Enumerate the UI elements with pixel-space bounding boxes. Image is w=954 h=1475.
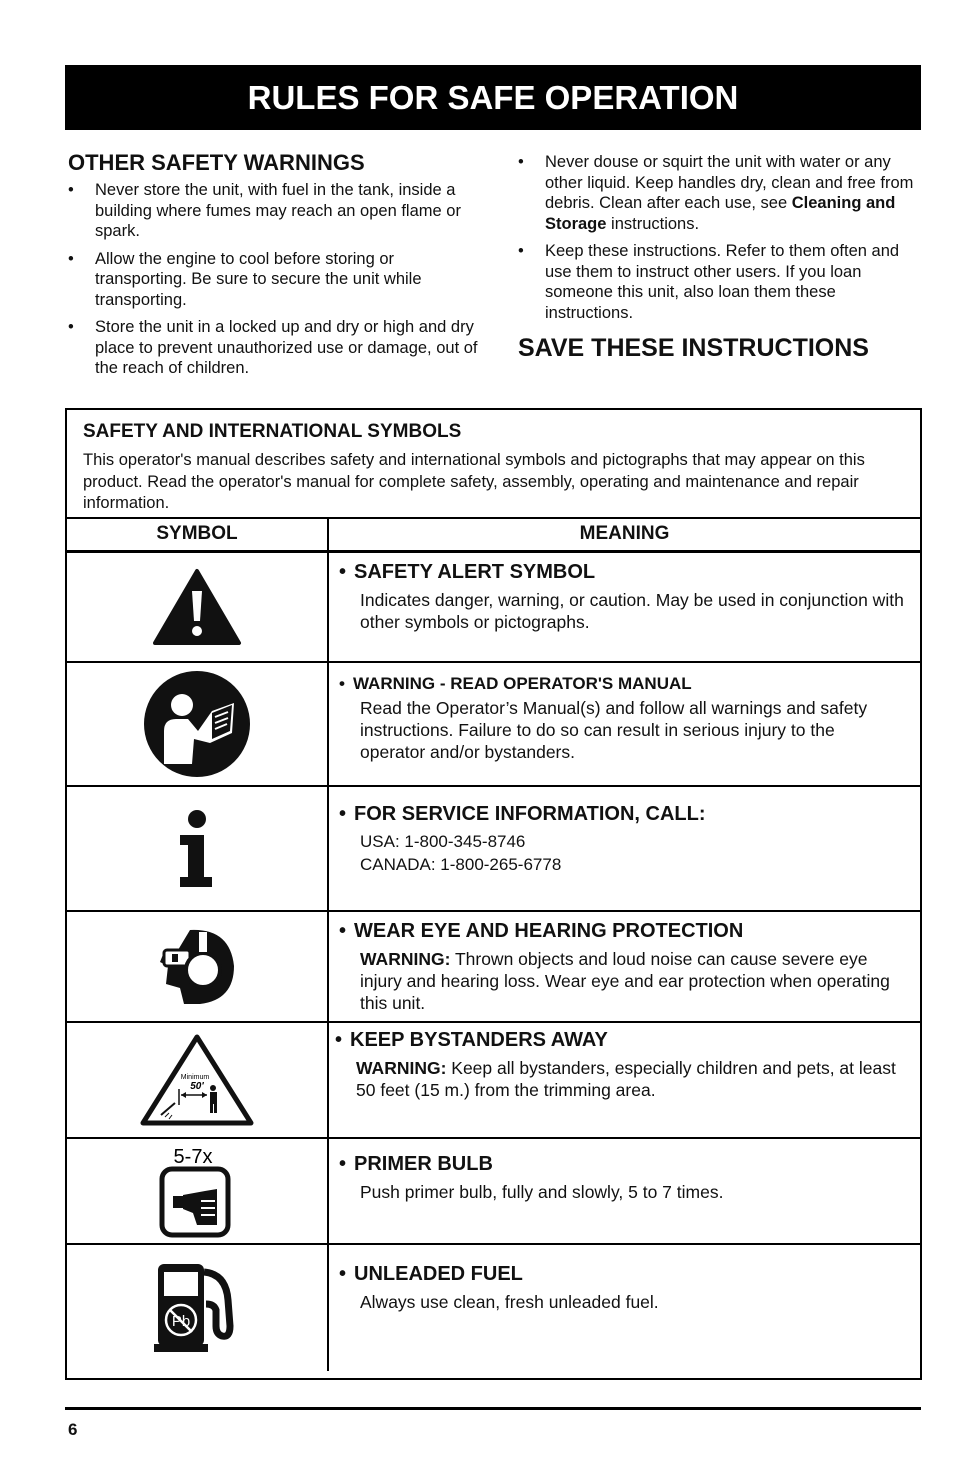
- list-item: [518, 152, 920, 234]
- meaning-cell: [329, 912, 920, 1021]
- section-heading: OTHER SAFETY WARNINGS: [68, 150, 365, 175]
- symbol-cell: [67, 787, 329, 910]
- symbols-box-intro: This operator's manual describes safety and international symbols and pictographs that may appear on this product. Read the operator's manual for complete safety, assembly, operating and maintenance and repair information.: [83, 451, 865, 512]
- list-item: • Never store the unit, with fuel in the tank, inside a building where fumes may reach an open flame or spark.: [68, 180, 478, 242]
- safety-alert-icon: [152, 567, 242, 647]
- row-description: [335, 1057, 904, 1101]
- row-description: Read the Operator’s Manual(s) and follow all warnings and safety instructions. Failure to do so can result in serious injury to the operator and/or bystanders.: [360, 698, 868, 762]
- bullet: •: [339, 1263, 347, 1285]
- symbol-cell: [67, 553, 329, 661]
- meaning-cell: [329, 1245, 920, 1371]
- symbol-cell: [67, 663, 329, 785]
- row-title: WARNING - READ OPERATOR'S MANUAL: [352, 674, 692, 693]
- list-item: • Keep these instructions. Refer to them often and use them to instruct other users. If you loan someone this unit, also loan them these instructions.: [518, 241, 920, 323]
- cleaning-storage-reference: Cleaning and Storage: [545, 194, 896, 233]
- symbol-cell: [67, 1245, 329, 1371]
- row-title: WEAR EYE AND HEARING PROTECTION: [354, 920, 744, 942]
- phone-usa: USA: 1-800-345-8746: [360, 832, 526, 851]
- list-item-text: Never douse or squirt the unit with water or any other liquid. Keep handles dry, clean and free from debris. Clean after each use, see: [545, 153, 914, 212]
- table-row: [67, 663, 920, 787]
- list-item: • Store the unit in a locked up and dry or high and dry place to prevent unauthorized use or damage, out of the reach of children.: [68, 317, 478, 379]
- distance-label: 50': [190, 1081, 204, 1092]
- primer-bulb-icon: [157, 1143, 237, 1239]
- bullet: •: [339, 561, 347, 583]
- unleaded-fuel-icon: [152, 1260, 242, 1356]
- meaning-cell: [329, 1023, 920, 1137]
- symbols-box-header: [67, 410, 920, 519]
- bullet: •: [339, 803, 347, 825]
- warning-label: WARNING:: [356, 1058, 447, 1078]
- table-row: [67, 1023, 920, 1139]
- page-banner: [65, 65, 921, 130]
- warning-text: Keep all bystanders, especially children and pets, at least 50 feet (15 m.) from the trimming area.: [356, 1058, 896, 1100]
- info-icon: [172, 809, 222, 889]
- symbol-cell: [67, 1139, 329, 1243]
- meaning-cell: [329, 787, 920, 910]
- meaning-cell: [329, 553, 920, 661]
- warnings-list: [68, 180, 478, 379]
- bullet: •: [335, 1029, 343, 1051]
- list-item-tail: instructions.: [606, 214, 700, 233]
- keep-bystanders-away-icon: [139, 1033, 255, 1127]
- column-header-meaning: MEANING: [579, 523, 670, 544]
- row-description: [339, 948, 904, 1014]
- table-row: [67, 912, 920, 1023]
- phone-canada: CANADA: 1-800-265-6778: [360, 855, 562, 874]
- page-title: RULES FOR SAFE OPERATION: [247, 78, 739, 116]
- warning-label: WARNING:: [360, 949, 451, 969]
- row-description: Indicates danger, warning, or caution. May be used in conjunction with other symbols or pictographs.: [360, 590, 904, 632]
- table-row: [67, 787, 920, 912]
- lead-symbol-label: Pb: [171, 1313, 191, 1330]
- bullet: •: [339, 674, 345, 693]
- row-description: Always use clean, fresh unleaded fuel.: [360, 1292, 659, 1312]
- row-title: SAFETY ALERT SYMBOL: [354, 561, 596, 583]
- meaning-cell: [329, 663, 920, 785]
- symbols-table-box: [65, 408, 922, 1380]
- symbol-cell: [67, 1023, 329, 1137]
- symbol-cell: [67, 912, 329, 1021]
- warning-text: Thrown objects and loud noise can cause severe eye injury and hearing loss. Wear eye and ear protection when operating this unit.: [360, 949, 890, 1013]
- table-row: [67, 1139, 920, 1245]
- right-column: [518, 152, 920, 365]
- row-title: KEEP BYSTANDERS AWAY: [350, 1029, 608, 1051]
- warnings-list: [518, 152, 920, 323]
- table-row: [67, 1245, 920, 1371]
- symbols-box-title: SAFETY AND INTERNATIONAL SYMBOLS: [83, 421, 462, 442]
- table-row: [67, 553, 920, 663]
- meaning-cell: [329, 1139, 920, 1243]
- minimum-label: Minimum: [180, 1074, 210, 1081]
- row-title: FOR SERVICE INFORMATION, CALL:: [354, 803, 706, 825]
- bullet: •: [339, 1153, 347, 1175]
- column-header-symbol: SYMBOL: [67, 519, 329, 550]
- list-item: • Allow the engine to cool before storing or transporting. Be sure to secure the unit while transporting.: [68, 249, 478, 311]
- row-title: UNLEADED FUEL: [354, 1263, 523, 1285]
- read-manual-icon: [142, 669, 252, 779]
- bullet: •: [339, 920, 347, 942]
- row-title: PRIMER BULB: [354, 1153, 493, 1175]
- repeat-count-label: 5-7x: [173, 1146, 213, 1168]
- page-number: 6: [68, 1420, 78, 1439]
- eye-hearing-protection-icon: [156, 926, 238, 1008]
- row-description: Push primer bulb, fully and slowly, 5 to 7 times.: [360, 1182, 724, 1202]
- save-instructions-heading: SAVE THESE INSTRUCTIONS: [518, 334, 869, 362]
- other-safety-warnings-section: [68, 150, 478, 386]
- footer-divider: [65, 1407, 921, 1410]
- table-header: [67, 519, 920, 553]
